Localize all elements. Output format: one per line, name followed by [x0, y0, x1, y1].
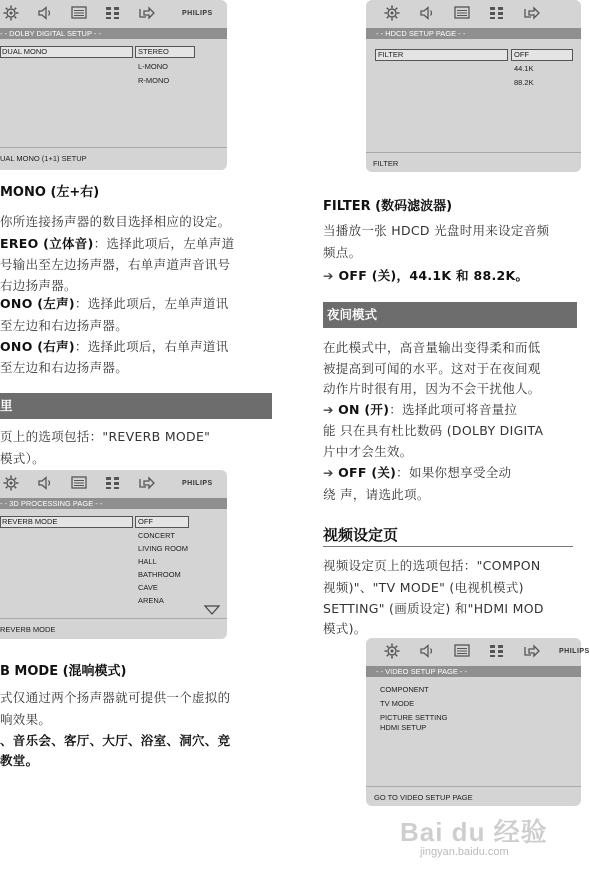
filter-heading: FILTER (数码滤波器) — [323, 199, 453, 214]
band-desc-line2: 模式）。 — [0, 451, 45, 466]
speaker-icon — [418, 643, 436, 659]
video-desc-line1: 视频设定页上的选项包括："COMPON — [323, 558, 541, 573]
option-l-mono[interactable]: L-MONO — [138, 62, 168, 71]
option-88-2k[interactable]: 88.2K — [514, 78, 534, 87]
video-desc-line4: 模式)。 — [323, 621, 367, 636]
footer-divider — [0, 618, 227, 619]
heading-underline — [323, 546, 573, 547]
stereo-line3: 右边扬声器。 — [0, 278, 77, 293]
reverb-mode-heading: B MODE (混响模式) — [0, 664, 127, 679]
speaker-icon — [36, 475, 54, 491]
menu-item-hdmi-setup[interactable]: HDMI SETUP — [380, 723, 427, 732]
panel-footer: REVERB MODE — [0, 625, 56, 634]
night-on-line1 — [323, 400, 517, 418]
stereo-label: EREO (立体音) — [0, 236, 94, 251]
bullet-arrow-icon: ➔ — [323, 465, 339, 480]
reverb-options-line1: 、音乐会、客厅、大厅、浴室、洞穴、竞 — [0, 733, 231, 748]
grid-icon — [488, 5, 506, 21]
off-text: ：如果你想享受全动 — [396, 465, 512, 480]
exit-arrow-icon — [138, 475, 156, 491]
screen-icon — [70, 5, 88, 21]
grid-icon — [488, 643, 506, 659]
night-desc-line3: 动作片时很有用，因为不会干扰他人。 — [323, 381, 541, 396]
option-44-1k[interactable]: 44.1K — [514, 64, 534, 73]
night-on-line2: 能 只在具有杜比数码 (DOLBY DIGITA — [323, 423, 544, 438]
speaker-icon — [418, 5, 436, 21]
video-setup-screen — [366, 638, 590, 806]
section-band-3d — [0, 393, 272, 419]
menu-item-tv-mode[interactable]: TV MODE — [380, 699, 415, 708]
bullet-arrow-icon: ➔ — [323, 268, 339, 283]
reverb-desc-line2: 响效果。 — [0, 712, 52, 727]
menu-item-picture-setting[interactable]: PICTURE SETTING — [380, 713, 448, 722]
baidu-watermark-logo: Bai du 经验 — [400, 817, 548, 847]
night-on-line3: 片中才会生效。 — [323, 444, 413, 459]
menu-icon-bar — [0, 0, 227, 28]
filter-desc-line2: 频点。 — [323, 245, 362, 260]
option-off[interactable]: OFF — [138, 517, 153, 526]
night-band-label: 夜间模式 — [327, 307, 378, 322]
off-label: OFF (关) — [338, 465, 397, 480]
gear-icon — [383, 5, 401, 21]
menu-icon-bar — [366, 638, 590, 666]
night-desc-line2: 被提高到可闻的水平。这对于在夜间观 — [323, 361, 541, 376]
option-bathroom[interactable]: BATHROOM — [138, 570, 181, 579]
footer-divider — [366, 152, 581, 153]
page-title-bar: - - HDCD SETUP PAGE - - — [366, 28, 581, 39]
grid-icon — [104, 5, 122, 21]
reverb-desc-line1: 式仅通过两个扬声器就可提供一个虚拟的 — [0, 690, 231, 705]
option-off[interactable]: OFF — [514, 50, 529, 59]
brand-label: PHILIPS — [182, 10, 213, 17]
menu-icon-bar — [366, 0, 581, 28]
menu-item-filter[interactable]: FILTER — [378, 50, 404, 59]
lmono-line2: 至左边和右边扬声器。 — [0, 318, 129, 333]
band-desc-line1: 页上的选项包括："REVERB MODE" — [0, 429, 211, 444]
dual-mono-heading: MONO (左+右) — [0, 185, 100, 200]
filter-desc-line1: 当播放一张 HDCD 光盘时用来设定音频 — [323, 223, 550, 238]
footer-divider — [366, 786, 581, 787]
exit-arrow-icon — [523, 5, 541, 21]
option-stereo[interactable]: STEREO — [138, 47, 169, 56]
panel-footer: FILTER — [373, 159, 399, 168]
section-band-label: 里 — [0, 398, 13, 413]
bullet-arrow-icon: ➔ — [323, 402, 339, 417]
baidu-watermark-url: jingyan.baidu.com — [420, 846, 509, 858]
menu-icon-bar — [0, 470, 227, 498]
video-setup-heading: 视频设定页 — [323, 526, 399, 544]
page-title-bar: - - VIDEO SETUP PAGE - - — [366, 666, 581, 677]
night-desc-line1: 在此模式中，高音量输出变得柔和而低 — [323, 340, 541, 355]
option-cave[interactable]: CAVE — [138, 583, 158, 592]
screen-icon — [70, 475, 88, 491]
dual-mono-desc: 你所连接扬声器的数目选择相应的设定。 — [0, 214, 231, 229]
filter-options — [323, 266, 528, 284]
option-concert[interactable]: CONCERT — [138, 531, 175, 540]
lmono-text: ：选择此项后，左单声道讯 — [74, 296, 229, 311]
rmono-line2: 至左边和右边扬声器。 — [0, 360, 129, 375]
section-band-night — [323, 302, 577, 328]
stereo-line1 — [0, 234, 234, 252]
dolby-setup-screen — [0, 0, 227, 170]
lmono-line1 — [0, 294, 229, 312]
panel-footer: UAL MONO (1+1) SETUP — [0, 154, 87, 163]
reverb-options-line2: 教堂。 — [0, 753, 39, 768]
option-living-room[interactable]: LIVING ROOM — [138, 544, 189, 553]
exit-arrow-icon — [523, 643, 541, 659]
panel-footer: GO TO VIDEO SETUP PAGE — [374, 793, 473, 802]
menu-item-dual-mono[interactable]: DUAL MONO — [2, 47, 48, 56]
stereo-text: ：选择此项后，左单声道 — [93, 236, 235, 251]
gear-icon — [383, 643, 401, 659]
speaker-icon — [36, 5, 54, 21]
rmono-label: ONO (右声) — [0, 339, 75, 354]
gear-icon — [2, 5, 20, 21]
3d-processing-screen — [0, 470, 227, 639]
rmono-text: ：选择此项后，右单声道讯 — [74, 339, 229, 354]
video-desc-line2: 视频)"、"TV MODE" (电视机模式) — [323, 580, 524, 595]
option-hall[interactable]: HALL — [138, 557, 157, 566]
night-off-line2: 绕 声，请选此项。 — [323, 487, 430, 502]
option-r-mono[interactable]: R-MONO — [138, 76, 170, 85]
screen-icon — [453, 643, 471, 659]
video-desc-line3: SETTING" (画质设定) 和"HDMI MOD — [323, 601, 544, 616]
gear-icon — [2, 475, 20, 491]
exit-arrow-icon — [138, 5, 156, 21]
night-off-line1 — [323, 463, 511, 481]
hdcd-setup-screen — [366, 0, 581, 172]
stereo-line2: 号输出至左边扬声器，右单声道声音讯号 — [0, 257, 231, 272]
option-arena[interactable]: ARENA — [138, 596, 164, 605]
screen-icon — [453, 5, 471, 21]
page-title-bar: - - DOLBY DIGITAL SETUP - - — [0, 28, 227, 39]
on-text: ：选择此项可将音量拉 — [389, 402, 518, 417]
brand-label: PHILIPS — [559, 648, 590, 655]
lmono-label: ONO (左声) — [0, 296, 75, 311]
footer-divider — [0, 147, 227, 148]
grid-icon — [104, 475, 122, 491]
page-title-bar: - - 3D PROCESSING PAGE - - — [0, 498, 227, 509]
rmono-line1 — [0, 337, 229, 355]
scroll-down-icon[interactable] — [204, 605, 220, 615]
on-label: ON (开) — [338, 402, 390, 417]
filter-options-text: OFF (关)，44.1K 和 88.2K。 — [338, 268, 529, 283]
brand-label: PHILIPS — [182, 480, 213, 487]
menu-item-reverb-mode[interactable]: REVERB MODE — [2, 517, 58, 526]
menu-item-component[interactable]: COMPONENT — [380, 685, 429, 694]
